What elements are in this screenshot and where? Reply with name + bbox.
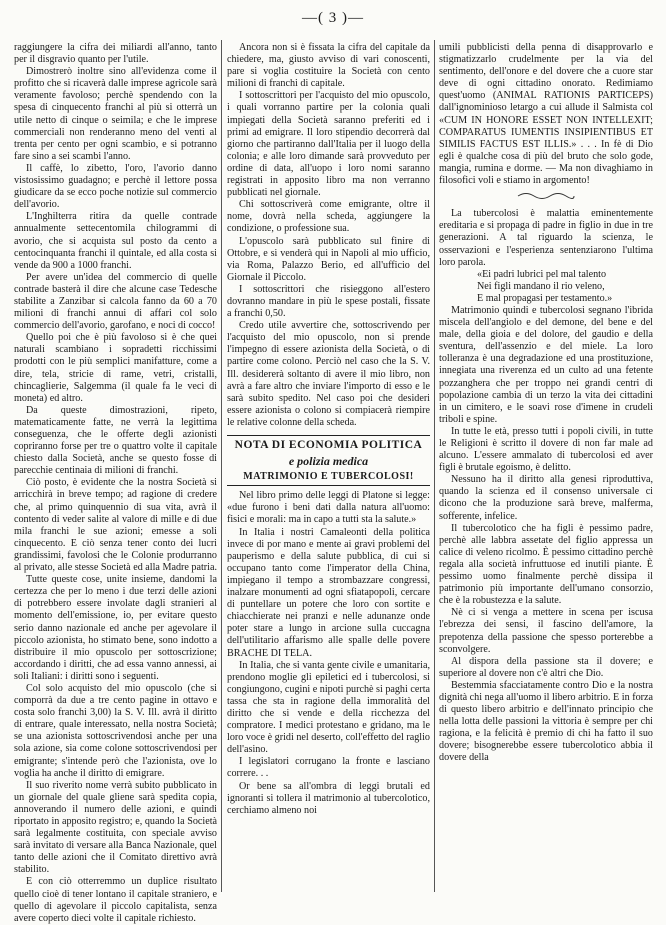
column-left [14, 42, 217, 924]
section-ornament [439, 191, 653, 204]
paragraph: L'opuscolo sarà pubblicato sul finire di Ottobre, e si venderà qui in Napoli al mio ufficio, via Roma, Palazzo Berio, ed all'ufficio del Giornale il Piccolo. [227, 235, 430, 283]
paragraph: Per avere un'idea del commercio di quelle contrade basterà il dire che alcune case Tedesche stabilite a Zanzibar si calcola fanno da 60 a 70 milioni di franchi annui di affari col solo commercio dell'avorio, garofano, e noci di cocco! [14, 271, 217, 332]
paragraph: Matrimonio quindi e tubercolosi segnano l'ibrida miscela dell'angiolo e del demone, del bene e del male, della gioia e del dolore, del gaudio e della sventura, dell'assenzio e del miele. La loro tolleranza è una degradazione ed una prostituzione, innegiata una riverenza ed un culto ad una fetente pozzanghera che per troppo nei grandi centri di popolazione cambia di un terzo la vita dei cittadini in un cimitero, e le soavi rose d'imene in crudeli triboli e spine. [439, 304, 653, 425]
paragraph: Bestemmia sfacciatamente contro Dio e la nostra dignità chi nega all'uomo il libero arbitrio. E in forza di questo libero arbitrio e dell'innato principio che nella lotta delle passioni la vittoria è sempre per chi ragiona, e la felicità è premio di chi ha fatto il suo dovere; bisognerebbe essere tubercolotico abbia il dovere della [439, 679, 653, 764]
paragraph: Ciò posto, è evidente che la nostra Società si arricchirà in breve tempo; ad ragione di credere che, al primo quinquennio di sua vita, avrà il contento di veder salite al valore di mille e di due mila franchi le sue azioni; emesse a soli cinquecento. E ciò senza tener conto dei lucri grandissimi, favolosi che le Colonie produrranno al privato, alle stesse Società ed alla Madre patria. [14, 477, 217, 574]
subscription-notice [227, 42, 430, 429]
paragraph: Nel libro primo delle leggi di Platone si legge: «due furono i beni dati dalla natura all'uomo: fisici e morali: ma in capo a tutti sta la salute.» [227, 490, 430, 526]
paragraph: In tutte le età, presso tutti i popoli civili, in tutte le Religioni è scritto il dovere di non far male ad alcuno. L'essere ammalato di tubercolosi ed aver figli è brutale egoismo, è delitto. [439, 425, 653, 474]
paragraph: «Ei padri lubrici pel mal talento [477, 268, 607, 280]
paragraph: Tutte queste cose, unite insieme, dandomi la certezza che per lo meno i due terzi delle azioni di potrebbero essere involate dagli stranieri al momento dell'emissione, io, per evitare questo serio danno nazionale ed anche per agevolare il piccolo azionista, ho stimato bene, sono indotto a distribuire il mio opuscolo per sottoscrizione; accordando i diritti, che ad essa vanno annessi, ai soli Italiani: i diritti sono i seguenti. [14, 574, 217, 682]
column-right [439, 42, 653, 894]
paragraph: L'Inghilterra ritira da quelle contrade annualmente settecentomila chilogrammi di avorio, che si acquista sul posto da cento a centocinquanta franchi il quintale, ed alla costa si vende da 900 a 1000 franchi. [14, 211, 217, 271]
ornament-icon [516, 191, 576, 201]
paragraph: umili pubblicisti della penna di disapprovarlo e stigmatizzarlo crudelmente per la via del sentimento, dell'onore e del dovere che a cuore star deve di ogni cittadino onorato. Redimiamo quest'uomo (ANIMAL RATIONIS PARTICEPS) dall'ignominioso letargo a cui allude il Salmista col «CUM IN HONORE ESSET NON INTELLEXIT; COMPARATUS IUMENTIS INSIPIENTIBUS ET SIMILIS FACTUS EST ILLIS.» . . . In fè di Dio egli è qualche cosa di più del bruto che solo gode, mangia, rumina e dorme. — Ma non divaghiamo in filosofici voli e stiamo in argomento! [439, 42, 653, 187]
paragraph: In Italia, che si vanta gente civile e umanitaria, prendono moglie gli epiletici ed i tubercolosi, si congiungono, cugini e nipoti purchè si paghi certa tassa che sta in ragione della immoralità del diritto che si vende e della ricchezza del compratore. I medici protestano e gridano, ma le loro voce è gridi nel deserto, coll'effetto del raglio dell'asino. [227, 659, 431, 756]
paragraph: Nessuno ha il diritto alla genesi riproduttiva, quando la scienza ed il consenso universale ci dicono che la produzione sarà breve, malferma, sofferente, infelice. [439, 474, 653, 522]
paragraph: Credo utile avvertire che, sottoscrivendo per l'acquisto del mio opuscolo, non si prende l'impegno di essere azionista della Società, o di partire come colono. Perciò nel caso che la S. V. Ill. desidererà soltanto di avere il mio libro, non avrà a fare altro che inviare l'importo di esso e le sarà subito spedito. Nel caso poi che desideri essere azionista o colono si compiacerà riempire le relative colonne della scheda. [227, 320, 430, 428]
paragraph: Da queste dimostrazioni, ripeto, matematicamente fatte, ne verrà la legittima conseguenza, che le offerte degli azionisti copriranno forse per tre o quattro volte il capitale chiesto dalla Società, anche se questo fosse di parecchie centinaia di milioni di franchi. [14, 404, 217, 477]
article-title: NOTA DI ECONOMIA POLITICA [234, 439, 423, 451]
paragraph: E con ciò otterremmo un duplice risultato quello cioè di tener lontano il capitale straniero, e quello di agevolare il piccolo capitalista, senza avere coperto dieci volte il capitale richiesto. [14, 876, 217, 924]
paragraph: Quello poi che è più favoloso si è che quei naturali scambiano i sopradetti ricchissimi prodotti con le più semplici manifatture, come a dire, tela, stricie di rame, vetri, cristalli, chincaglierie, Salgemma (il quale fa le veci di moneta) ed altro. [14, 332, 217, 404]
paragraph: Or bene sa all'ombra di leggi brutali ed ignoranti si tollera il matrimonio al tubercolotico, cerchiamo almeno noi [227, 780, 430, 816]
paragraph: Dimostrerò inoltre sino all'evidenza come il profitto che si ricaverà dalle imprese agricole sarà veramente favoloso; perchè spendendo con la spesa di cinquecento franchi al più si otterrà un utile netto di cinque o seimila; e che le imprese commerciali non renderanno meno del venti al trenta per cento per ogni scambio, e si potranno fare sino a sei scambi l'anno. [14, 66, 217, 162]
article-continuation [439, 42, 653, 187]
paragraph: E mal propagasi per testamento.» [477, 292, 613, 304]
article-subtitle: e polizia medica [288, 454, 369, 469]
paragraph: raggiungere la cifra dei miliardi all'anno, tanto per il disgravio quanto per l'utile. [14, 42, 217, 66]
article-subject: MATRIMONIO E TUBERCOLOSI! [243, 471, 414, 483]
article-body-continued [439, 208, 653, 764]
paragraph: Nè ci si venga a mettere in scena per iscusa l'ebrezza dei sensi, il fascino dell'amore, la prepotenza della passione che spesso porterebbe a sconvolgere. [439, 607, 653, 655]
paragraph: Nei figli mandano il rio veleno, [477, 280, 605, 292]
paragraph: Col solo acquisto del mio opuscolo (che si comporrà da due a tre cento pagine in ottavo e costa solo franchi 3,00) la S. V. Ill. avrà il diritto di entrare, quale interessato, nella nostra Società; se una azionista sottoscrivendosi anche per una sola azione, sia come colone sottoscrivendosi per emigrante; s'intende però che l'azionista, ove lo voglia ha anche il diritto di emigrare. [14, 682, 217, 779]
paragraph: I sottoscrittori per l'acquisto del mio opuscolo, i quali vorranno partire per la colonia quali impiegati della Società saranno preferiti ed i primi ad emigrare. Il loro stipendio decorrerà dal giorno che partiranno dall'Italia per il luogo della colonia; e alle loro dimande sarà provveduto per ordine di data, all'uopo i loro nomi saranno registrati in apposito libro ma non verranno pubblicati nel giornale. [227, 90, 430, 199]
paragraph: La tubercolosi è malattia eminentemente ereditaria e si propaga di padre in figlio in due in tre generazioni. A tal riguardo la scienza, le osservazioni e l'esperienza sentenziarono l'ultima loro parola. [439, 208, 653, 268]
article-heading [227, 435, 430, 486]
paragraph: Ancora non si è fissata la cifra del capitale da chiedere, ma, giusto avviso di vari conoscenti, pare si voglia costituire la Società con cento milioni di franchi di capitale. [227, 42, 430, 90]
paragraph: Il suo riverito nome verrà subito pubblicato in un giornale del quale gliene sarà spedita copia, annoverando il numero delle azioni, e quindi riportato in apposito registro; e, quando la Società sarà legalmente costituita, con speciale avviso sarà invitato di versare alla Banca Nazionale, quel tanto delle azioni che il Comitato direttivo avrà stabilito. [14, 779, 217, 876]
column-divider [434, 40, 435, 892]
paragraph: In Italia i nostri Camaleonti della politica invece di por mano e mente ai gravi problemi del pauperismo e della salute pubblica, di cui si occupano tanto come l'imperator della China, impiegano il tempo a strombazzare congressi, inalzare monumenti ad ogni sfiatapopoli, cercare di puntellare un potere che loro con sortite e chiacchierate nei pranzi e nelle adunanze onde poter stare a lungo in arcione sulla cuccagna dell'utilitario affarismo alle spalle delle povere BRACHE DI TELA. [227, 526, 430, 659]
paragraph: Al dispora della passione sta il dovere; e superiore al dovere non c'è altri che Dio. [439, 655, 653, 679]
paragraph: I legislatori corrugano la fronte e lasciano correre. . . [227, 756, 430, 780]
page-number: —( 3 )— [302, 10, 364, 26]
paragraph: Il caffè, lo zibetto, l'oro, l'avorio danno vistosissimo guadagno; e perchè il lettore possa giudicare da se ecco poche notizie sul commercio dell'avorio. [14, 162, 217, 211]
column-middle [227, 42, 430, 894]
article-body [227, 490, 430, 817]
column-divider [221, 40, 222, 892]
paragraph: Chi sottoscriverà come emigrante, oltre il nome, dovrà nella scheda, aggiungere la condizione, o professione sua. [227, 199, 430, 235]
paragraph: I sottoscrittori che risieggono all'estero dovranno mandare in più le spese postali, fissate a franchi 0,50. [227, 283, 430, 320]
paragraph: Il tubercolotico che ha figli è pessimo padre, perchè alle labbra assetate del figlio appressa un calice di veleno ricolmo. È pessimo cittadino perchè regala alla società infruttuose ed inutili piante. È pessimo uomo finalmente perchè dissipa il patrimonio più importante dell'umano consorzio, che è la robustezza e la salute. [439, 522, 653, 607]
